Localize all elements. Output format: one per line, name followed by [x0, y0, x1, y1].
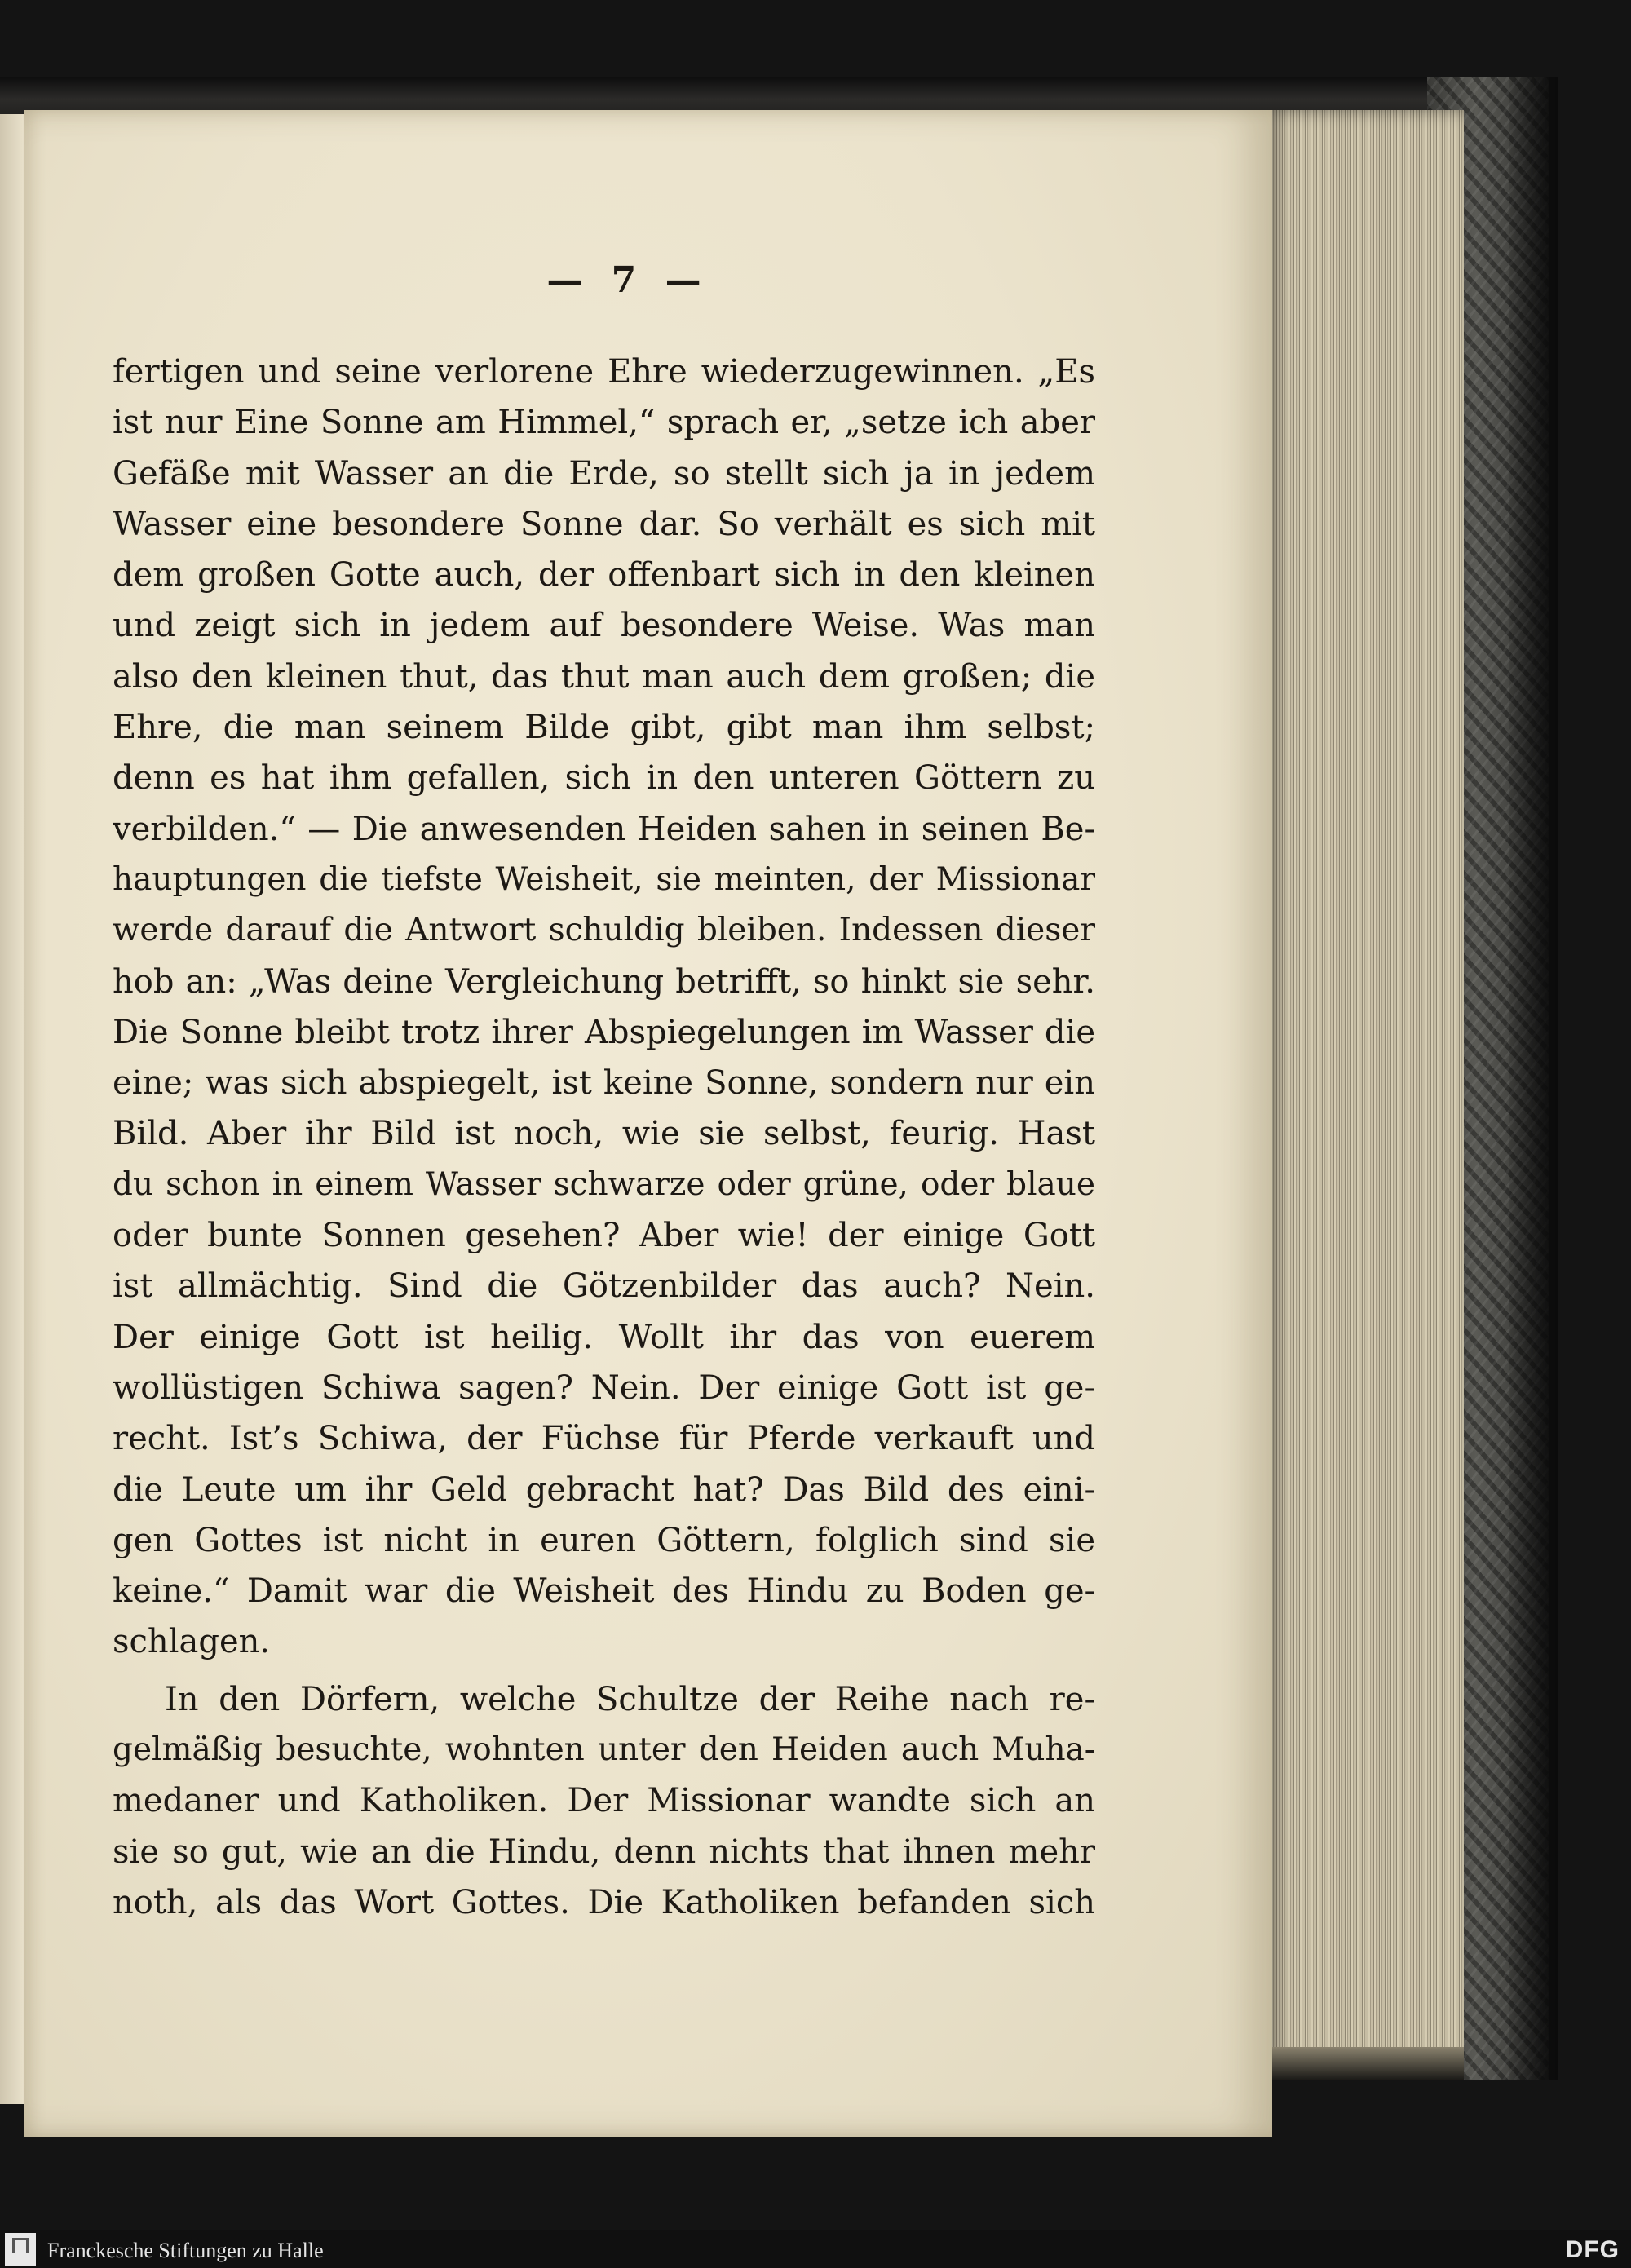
- text-line: ist nur Eine Sonne am Himmel,“ sprach er, „setze ich aber: [113, 404, 1095, 442]
- text-line: ist allmächtig. Sind die Götzenbilder das auch? Nein.: [113, 1267, 1095, 1306]
- text-line: Die Sonne bleibt trotz ihrer Abspiegelungen im Wasser die: [113, 1013, 1095, 1051]
- text-line: Ehre, die man seinem Bilde gibt, gibt man ihm selbst;: [113, 709, 1095, 747]
- text-line: du schon in einem Wasser schwarze oder grüne, oder blaue: [113, 1165, 1095, 1203]
- page-number: — 7 —: [546, 259, 709, 301]
- page-text: [113, 347, 1095, 1928]
- text-line: gen Gottes ist nicht in euren Göttern, folglich sind sie: [113, 1521, 1095, 1559]
- page-edges: [1260, 110, 1464, 2067]
- text-line: wollüstigen Schiwa sagen? Nein. Der einige Gott ist ge-: [113, 1368, 1095, 1407]
- text-line: Bild. Aber ihr Bild ist noch, wie sie selbst, feurig. Hast: [113, 1115, 1095, 1153]
- text-line: werde darauf die Antwort schuldig bleiben. Indessen dieser: [113, 912, 1095, 949]
- paragraph-2: [113, 1674, 1095, 1928]
- text-line: hob an: „Was deine Vergleichung betrifft, so hinkt sie sehr.: [113, 962, 1095, 1001]
- text-line: In den Dörfern, welche Schultze der Reihe nach re-: [165, 1680, 1095, 1718]
- text-line: Der einige Gott ist heilig. Wollt ihr das von euerem: [113, 1318, 1095, 1356]
- text-line: Wasser eine besondere Sonne dar. So verhält es sich mit: [113, 505, 1095, 543]
- paragraph-1: [113, 347, 1095, 1668]
- text-line: keine.“ Damit war die Weisheit des Hindu zu Boden ge-: [113, 1572, 1095, 1611]
- institution-name: Franckesche Stiftungen zu Halle: [47, 2239, 324, 2262]
- text-line: noth, als das Wort Gottes. Die Katholiken befanden sich: [113, 1883, 1095, 1921]
- institution-logo-icon: [5, 2233, 36, 2266]
- text-line: recht. Ist’s Schiwa, der Füchse für Pferde verkauft und: [113, 1420, 1095, 1458]
- cover-shadow: [1509, 77, 1558, 2080]
- text-line: oder bunte Sonnen gesehen? Aber wie! der einige Gott: [113, 1217, 1095, 1255]
- text-line: medaner und Katholiken. Der Missionar wandte sich an: [113, 1782, 1095, 1820]
- text-line: die Leute um ihr Geld gebracht hat? Das Bild des eini-: [113, 1470, 1095, 1509]
- text-line: denn es hat ihm gefallen, sich in den unteren Göttern zu: [113, 759, 1095, 798]
- text-line: und zeigt sich in jedem auf besondere Weise. Was man: [113, 607, 1095, 645]
- text-line: fertigen und seine verlorene Ehre wiederzugewinnen. „Es: [113, 353, 1095, 391]
- text-line: eine; was sich abspiegelt, ist keine Sonne, sondern nur ein: [113, 1064, 1095, 1103]
- text-line: sie so gut, wie an die Hindu, denn nichts that ihnen mehr: [113, 1833, 1095, 1871]
- text-line: dem großen Gotte auch, der offenbart sich in den kleinen: [113, 556, 1095, 595]
- text-line: Gefäße mit Wasser an die Erde, so stellt sich ja in jedem: [113, 454, 1095, 493]
- text-line: gelmäßig besuchte, wohnten unter den Heiden auch Muha-: [113, 1731, 1095, 1769]
- text-line: hauptungen die tiefste Weisheit, sie meinten, der Missionar: [113, 860, 1095, 898]
- dfg-logo: DFG: [1565, 2236, 1620, 2263]
- text-line: schlagen.: [113, 1623, 271, 1661]
- page-edges-bottom: [1260, 2047, 1464, 2080]
- text-line: also den kleinen thut, das thut man auch dem großen; die: [113, 657, 1095, 696]
- text-line: verbilden.“ — Die anwesenden Heiden sahen in seinen Be-: [113, 810, 1095, 848]
